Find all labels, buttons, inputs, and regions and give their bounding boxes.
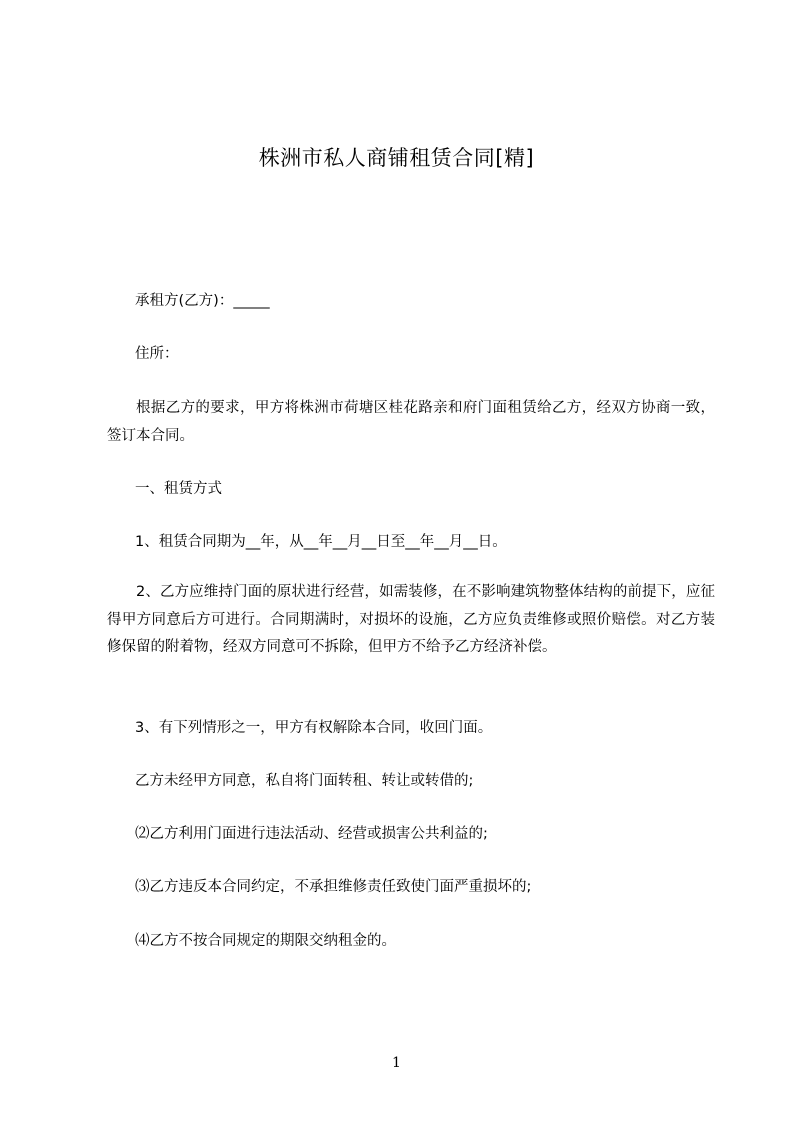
- document-title: 株洲市私人商铺租赁合同[精]: [258, 146, 535, 170]
- page-number: 1: [392, 1055, 401, 1071]
- termination-item-3: ⑶乙方违反本合同约定，不承担维修责任致使门面严重损坏的;: [135, 879, 532, 895]
- termination-item-1: 乙方未经甲方同意，私自将门面转租、转让或转借的;: [135, 773, 474, 789]
- clause-termination: 3、有下列情形之一，甲方有权解除本合同，收回门面。: [135, 720, 493, 736]
- clause-lease-term: 1、租赁合同期为__年，从__年__月__日至__年__月__日。: [135, 534, 507, 550]
- termination-item-2: ⑵乙方利用门面进行违法活动、经营或损害公共利益的;: [135, 826, 488, 842]
- intro-paragraph: 根据乙方的要求，甲方将株洲市荷塘区桂花路亲和府门面租赁给乙方，经双方协商一致，签订本合同。: [107, 400, 715, 444]
- termination-item-4: ⑷乙方不按合同规定的期限交纳租金的。: [135, 933, 396, 949]
- address-label: 住所：: [135, 346, 179, 362]
- section-heading-lease-method: 一、租赁方式: [135, 481, 222, 497]
- lessee-label: 承租方(乙方)：_____: [135, 293, 270, 309]
- clause-maintenance: 2、乙方应维持门面的原状进行经营，如需装修，在不影响建筑物整体结构的前提下，应征得甲方同意后方可进行。合同期满时，对损坏的设施，乙方应负责维修或照价赔偿。对乙方装修保留的附着物，经双方同意可不拆除，但甲方不给予乙方经济补偿。: [107, 584, 715, 655]
